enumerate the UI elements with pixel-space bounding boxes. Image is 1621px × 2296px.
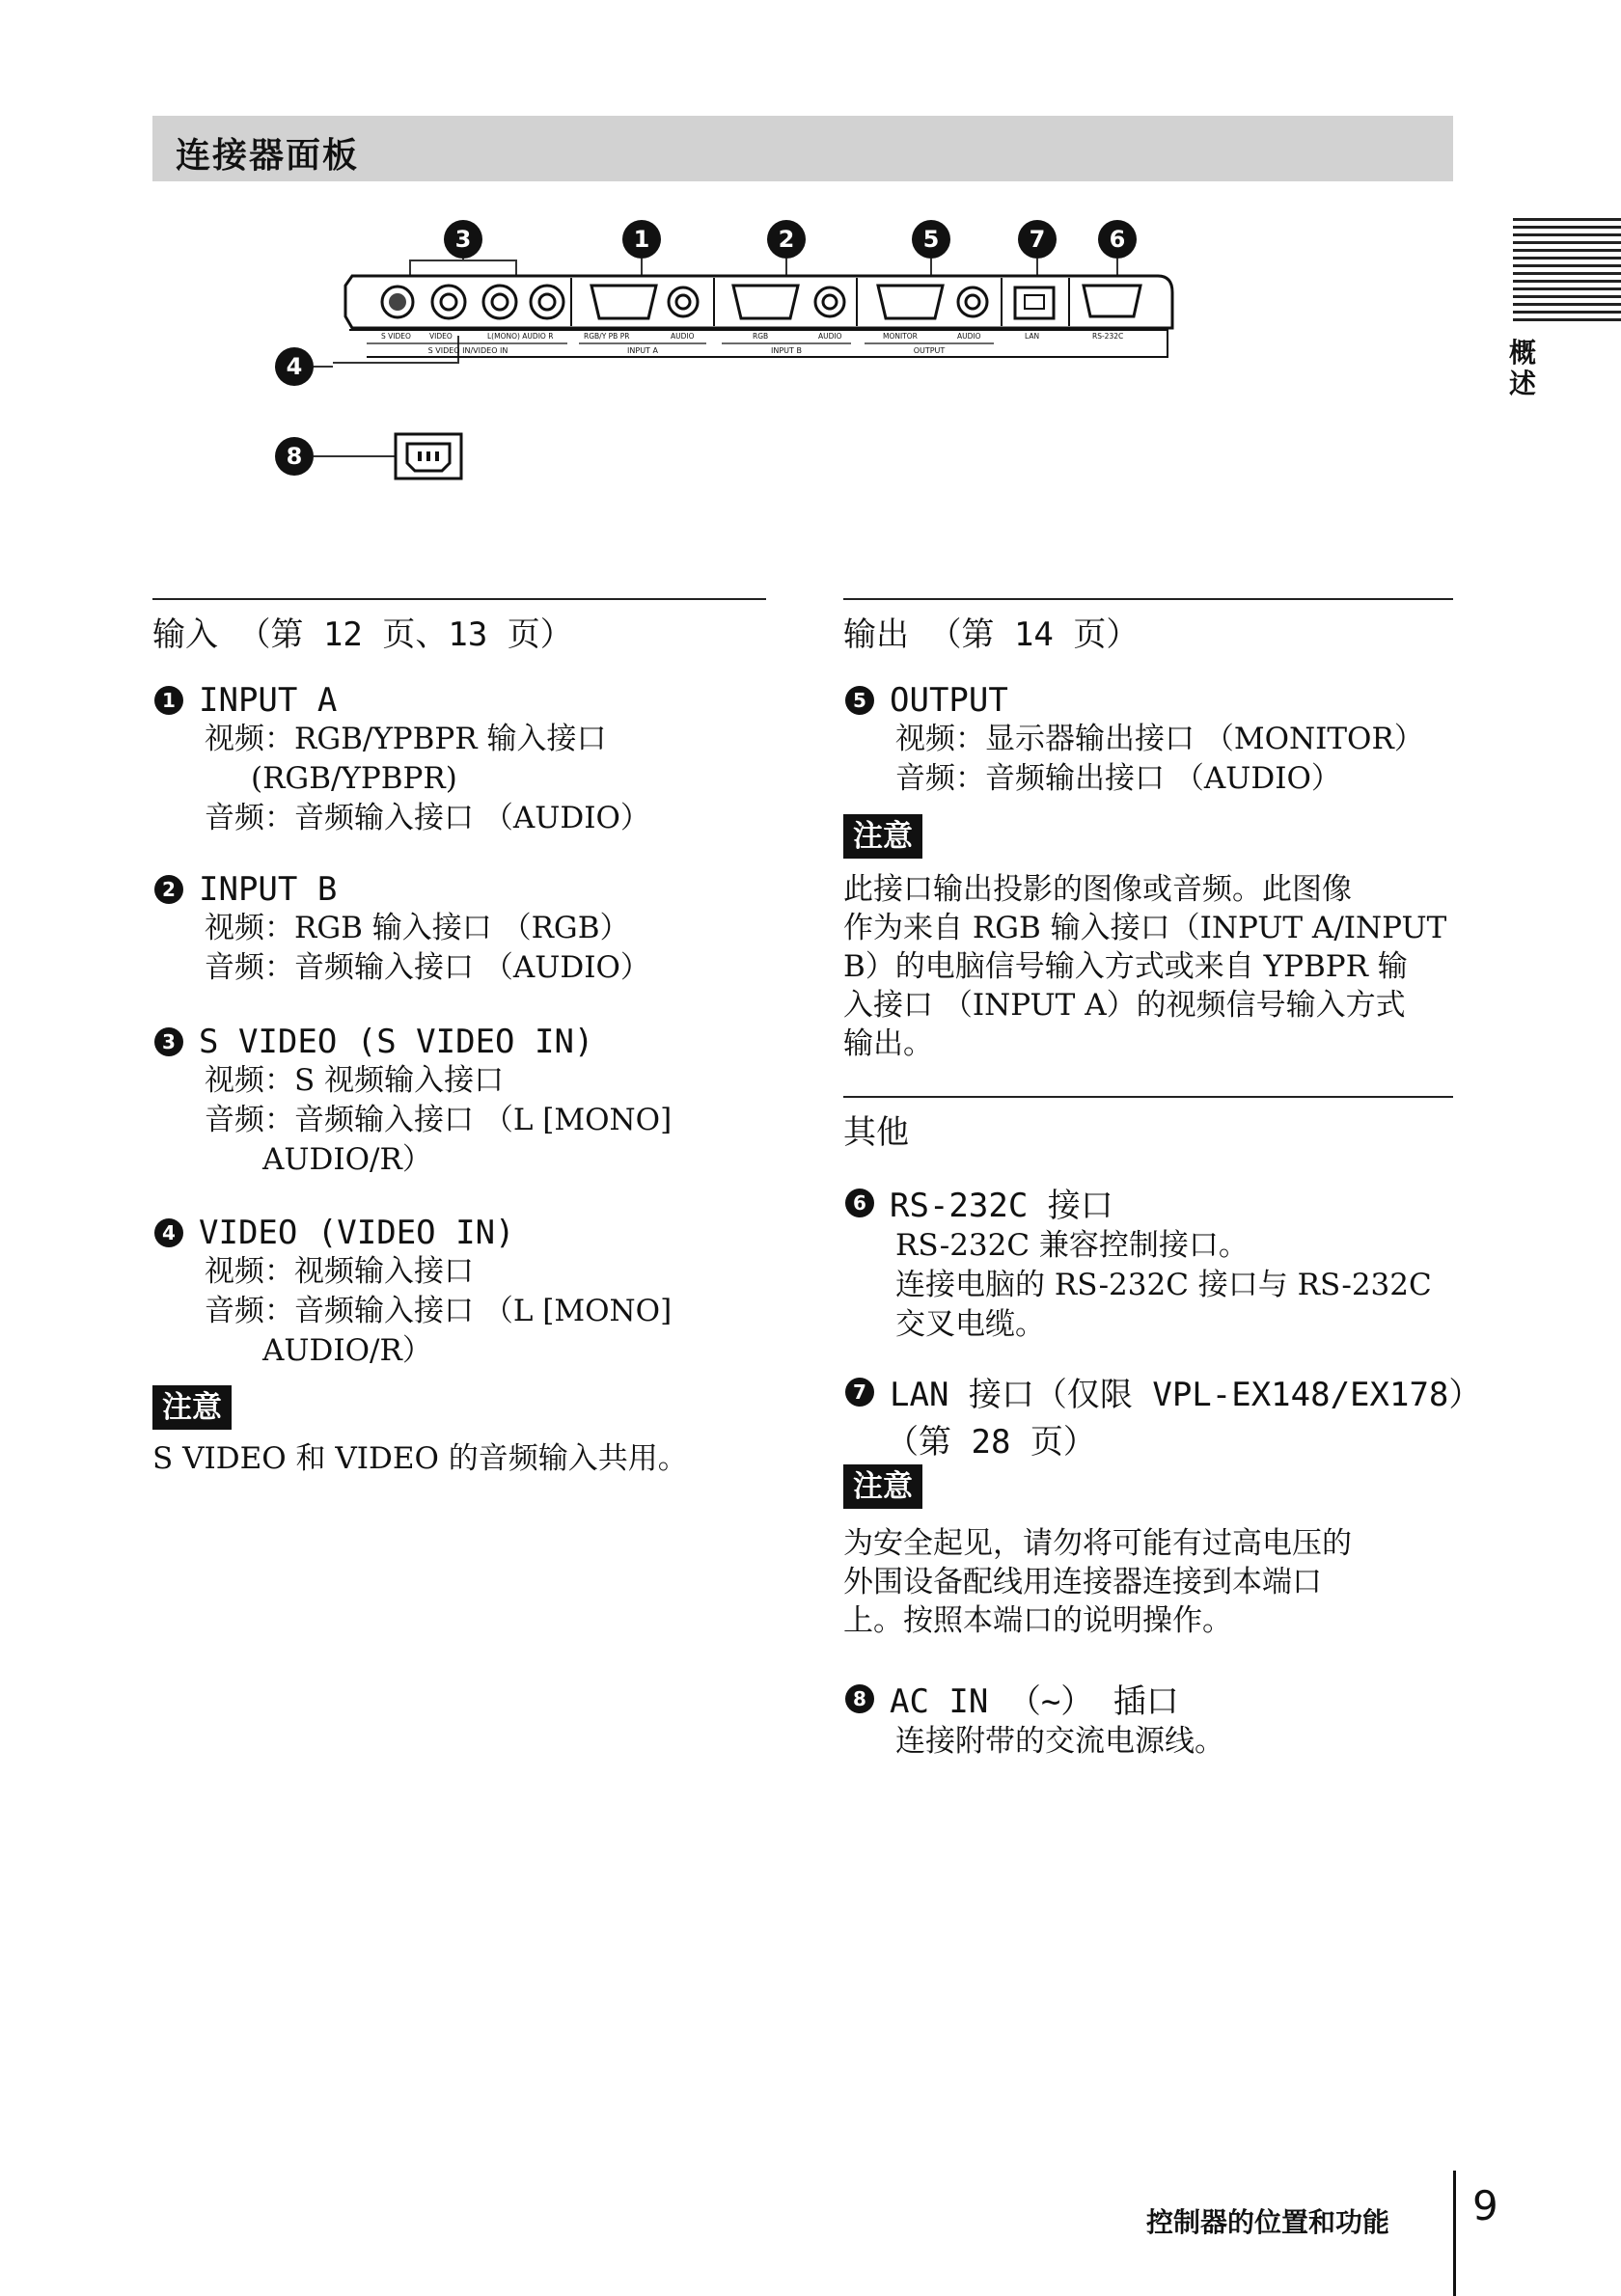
- callout-3-label: 3: [454, 226, 472, 253]
- strip-label: VIDEO: [429, 332, 453, 341]
- item-title: AC IN （~） 插口: [890, 1682, 1179, 1721]
- strip-label: AUDIO: [818, 332, 842, 341]
- strip-label: LAN: [1025, 332, 1040, 341]
- badge-6: 6: [845, 1189, 874, 1217]
- badge-2: 2: [154, 875, 183, 904]
- item-line: 视频：S 视频输入接口: [205, 1063, 505, 1098]
- item-title: VIDEO (VIDEO IN): [199, 1214, 515, 1252]
- item-input-a: [154, 681, 650, 838]
- badge-8: 8: [845, 1684, 874, 1713]
- item-title: INPUT A: [199, 681, 338, 720]
- strip-label: RGB: [753, 332, 769, 341]
- note-text-lan: [843, 1524, 1352, 1640]
- item-line: RS-232C 兼容控制接口。: [895, 1228, 1249, 1263]
- page-number: 9: [1472, 2182, 1498, 2229]
- item-line: 视频：显示器输出接口 （MONITOR）: [895, 722, 1424, 756]
- item-line: AUDIO/R）: [262, 1142, 432, 1177]
- right-column-heading: 输出 （第 14 页）: [843, 615, 1140, 654]
- footer-rule: [1453, 2171, 1456, 2296]
- item-line: 连接附带的交流电源线。: [895, 1724, 1224, 1759]
- item-line: 连接电脑的 RS-232C 接口与 RS-232C: [895, 1268, 1432, 1302]
- side-tab-lines: [1513, 218, 1621, 326]
- side-tab-label: 概述: [1508, 337, 1536, 399]
- other-rule: [843, 1096, 1453, 1098]
- item-line: 音频：音频输入接口 （L [MONO]: [205, 1294, 673, 1328]
- other-heading: 其他: [843, 1113, 909, 1152]
- strip-group-label: INPUT A: [627, 346, 658, 355]
- strip-label: RGB/Y PB PR: [584, 332, 630, 341]
- item-line: 音频：音频输入接口 （L [MONO]: [205, 1103, 673, 1137]
- callout-4-label: 4: [286, 353, 303, 380]
- item-line: 音频：音频输入接口 （AUDIO）: [205, 801, 650, 835]
- item-rs232c: [845, 1179, 1432, 1345]
- badge-3: 3: [154, 1027, 183, 1056]
- note-line: 上。按照本端口的说明操作。: [843, 1603, 1232, 1638]
- item-title: INPUT B: [199, 870, 338, 909]
- item-video: [154, 1214, 672, 1371]
- note-line: 入接口 （INPUT A）的视频信号输入方式: [843, 988, 1406, 1023]
- left-column-rule: [152, 598, 766, 600]
- item-title: LAN 接口（仅限 VPL-EX148/EX178）: [890, 1376, 1482, 1414]
- item-line: 音频：音频输入接口 （AUDIO）: [205, 950, 650, 985]
- strip-group-label: S VIDEO IN/VIDEO IN: [427, 346, 508, 355]
- strip-label: S VIDEO: [381, 332, 411, 341]
- note-label: 注意: [843, 1464, 922, 1509]
- badge-4: 4: [154, 1218, 183, 1247]
- footer-section-name: 控制器的位置和功能: [1146, 2206, 1390, 2238]
- item-line: (RGB/YPBPR): [251, 761, 457, 796]
- note-line: 输出。: [843, 1026, 933, 1061]
- badge-5: 5: [845, 686, 874, 715]
- item-s-video: [154, 1023, 672, 1180]
- note-line: 作为来自 RGB 输入接口（INPUT A/INPUT: [843, 911, 1447, 945]
- item-output: [845, 681, 1424, 799]
- callout-7-label: 7: [1029, 226, 1046, 253]
- callout-4: [275, 347, 314, 386]
- note-line: 为安全起见，请勿将可能有过高电压的: [843, 1526, 1352, 1561]
- item-line: 视频：视频输入接口: [205, 1254, 474, 1289]
- callout-7: [1018, 220, 1057, 259]
- note-line: 外围设备配线用连接器连接到本端口: [843, 1565, 1322, 1599]
- callout-8: [275, 437, 314, 476]
- page-title: 连接器面板: [176, 136, 360, 176]
- callout-2: [767, 220, 806, 259]
- callout-1: [622, 220, 661, 259]
- item-title: RS-232C 接口: [890, 1187, 1113, 1225]
- connector-panel-diagram: [261, 210, 1225, 500]
- note-line: B）的电脑信号输入方式或来自 YPBPR 输: [843, 949, 1408, 984]
- note-label: 注意: [152, 1385, 232, 1430]
- note-text-output: [843, 870, 1446, 1063]
- note-line: 此接口输出投影的图像或音频。此图像: [843, 872, 1352, 907]
- strip-label: RS-232C: [1092, 332, 1124, 341]
- item-title-cont: （第 28 页）: [886, 1423, 1096, 1462]
- strip-label: AUDIO: [957, 332, 981, 341]
- callout-1-label: 1: [633, 226, 650, 253]
- right-column-rule: [843, 598, 1453, 600]
- note-text: S VIDEO 和 VIDEO 的音频输入共用。: [152, 1441, 688, 1476]
- callout-5-label: 5: [922, 226, 940, 253]
- strip-group-label: INPUT B: [771, 346, 802, 355]
- item-lan: [845, 1368, 1481, 1462]
- callout-6-label: 6: [1109, 226, 1126, 253]
- item-title: S VIDEO (S VIDEO IN): [199, 1023, 594, 1061]
- strip-group-label: OUTPUT: [913, 346, 946, 355]
- callout-8-label: 8: [286, 443, 303, 470]
- item-line: 音频：音频输出接口 （AUDIO）: [895, 761, 1341, 796]
- callout-3: [444, 220, 482, 259]
- item-line: AUDIO/R）: [262, 1333, 432, 1368]
- item-line: 视频：RGB 输入接口 （RGB）: [205, 911, 630, 945]
- item-input-b: [154, 870, 650, 988]
- badge-7: 7: [845, 1378, 874, 1407]
- item-line: 视频：RGB/YPBPR 输入接口: [205, 722, 607, 756]
- badge-1: 1: [154, 686, 183, 715]
- strip-label: AUDIO: [671, 332, 695, 341]
- item-ac-in: [845, 1675, 1224, 1762]
- callout-6: [1098, 220, 1137, 259]
- strip-label: MONITOR: [883, 332, 918, 341]
- strip-label: L(MONO) AUDIO R: [487, 332, 554, 341]
- item-line: 交叉电缆。: [895, 1307, 1045, 1342]
- item-title: OUTPUT: [890, 681, 1008, 720]
- note-label: 注意: [843, 814, 922, 859]
- left-column-heading: 输入 （第 12 页、13 页）: [152, 615, 573, 654]
- callout-5: [912, 220, 950, 259]
- callout-2-label: 2: [778, 226, 795, 253]
